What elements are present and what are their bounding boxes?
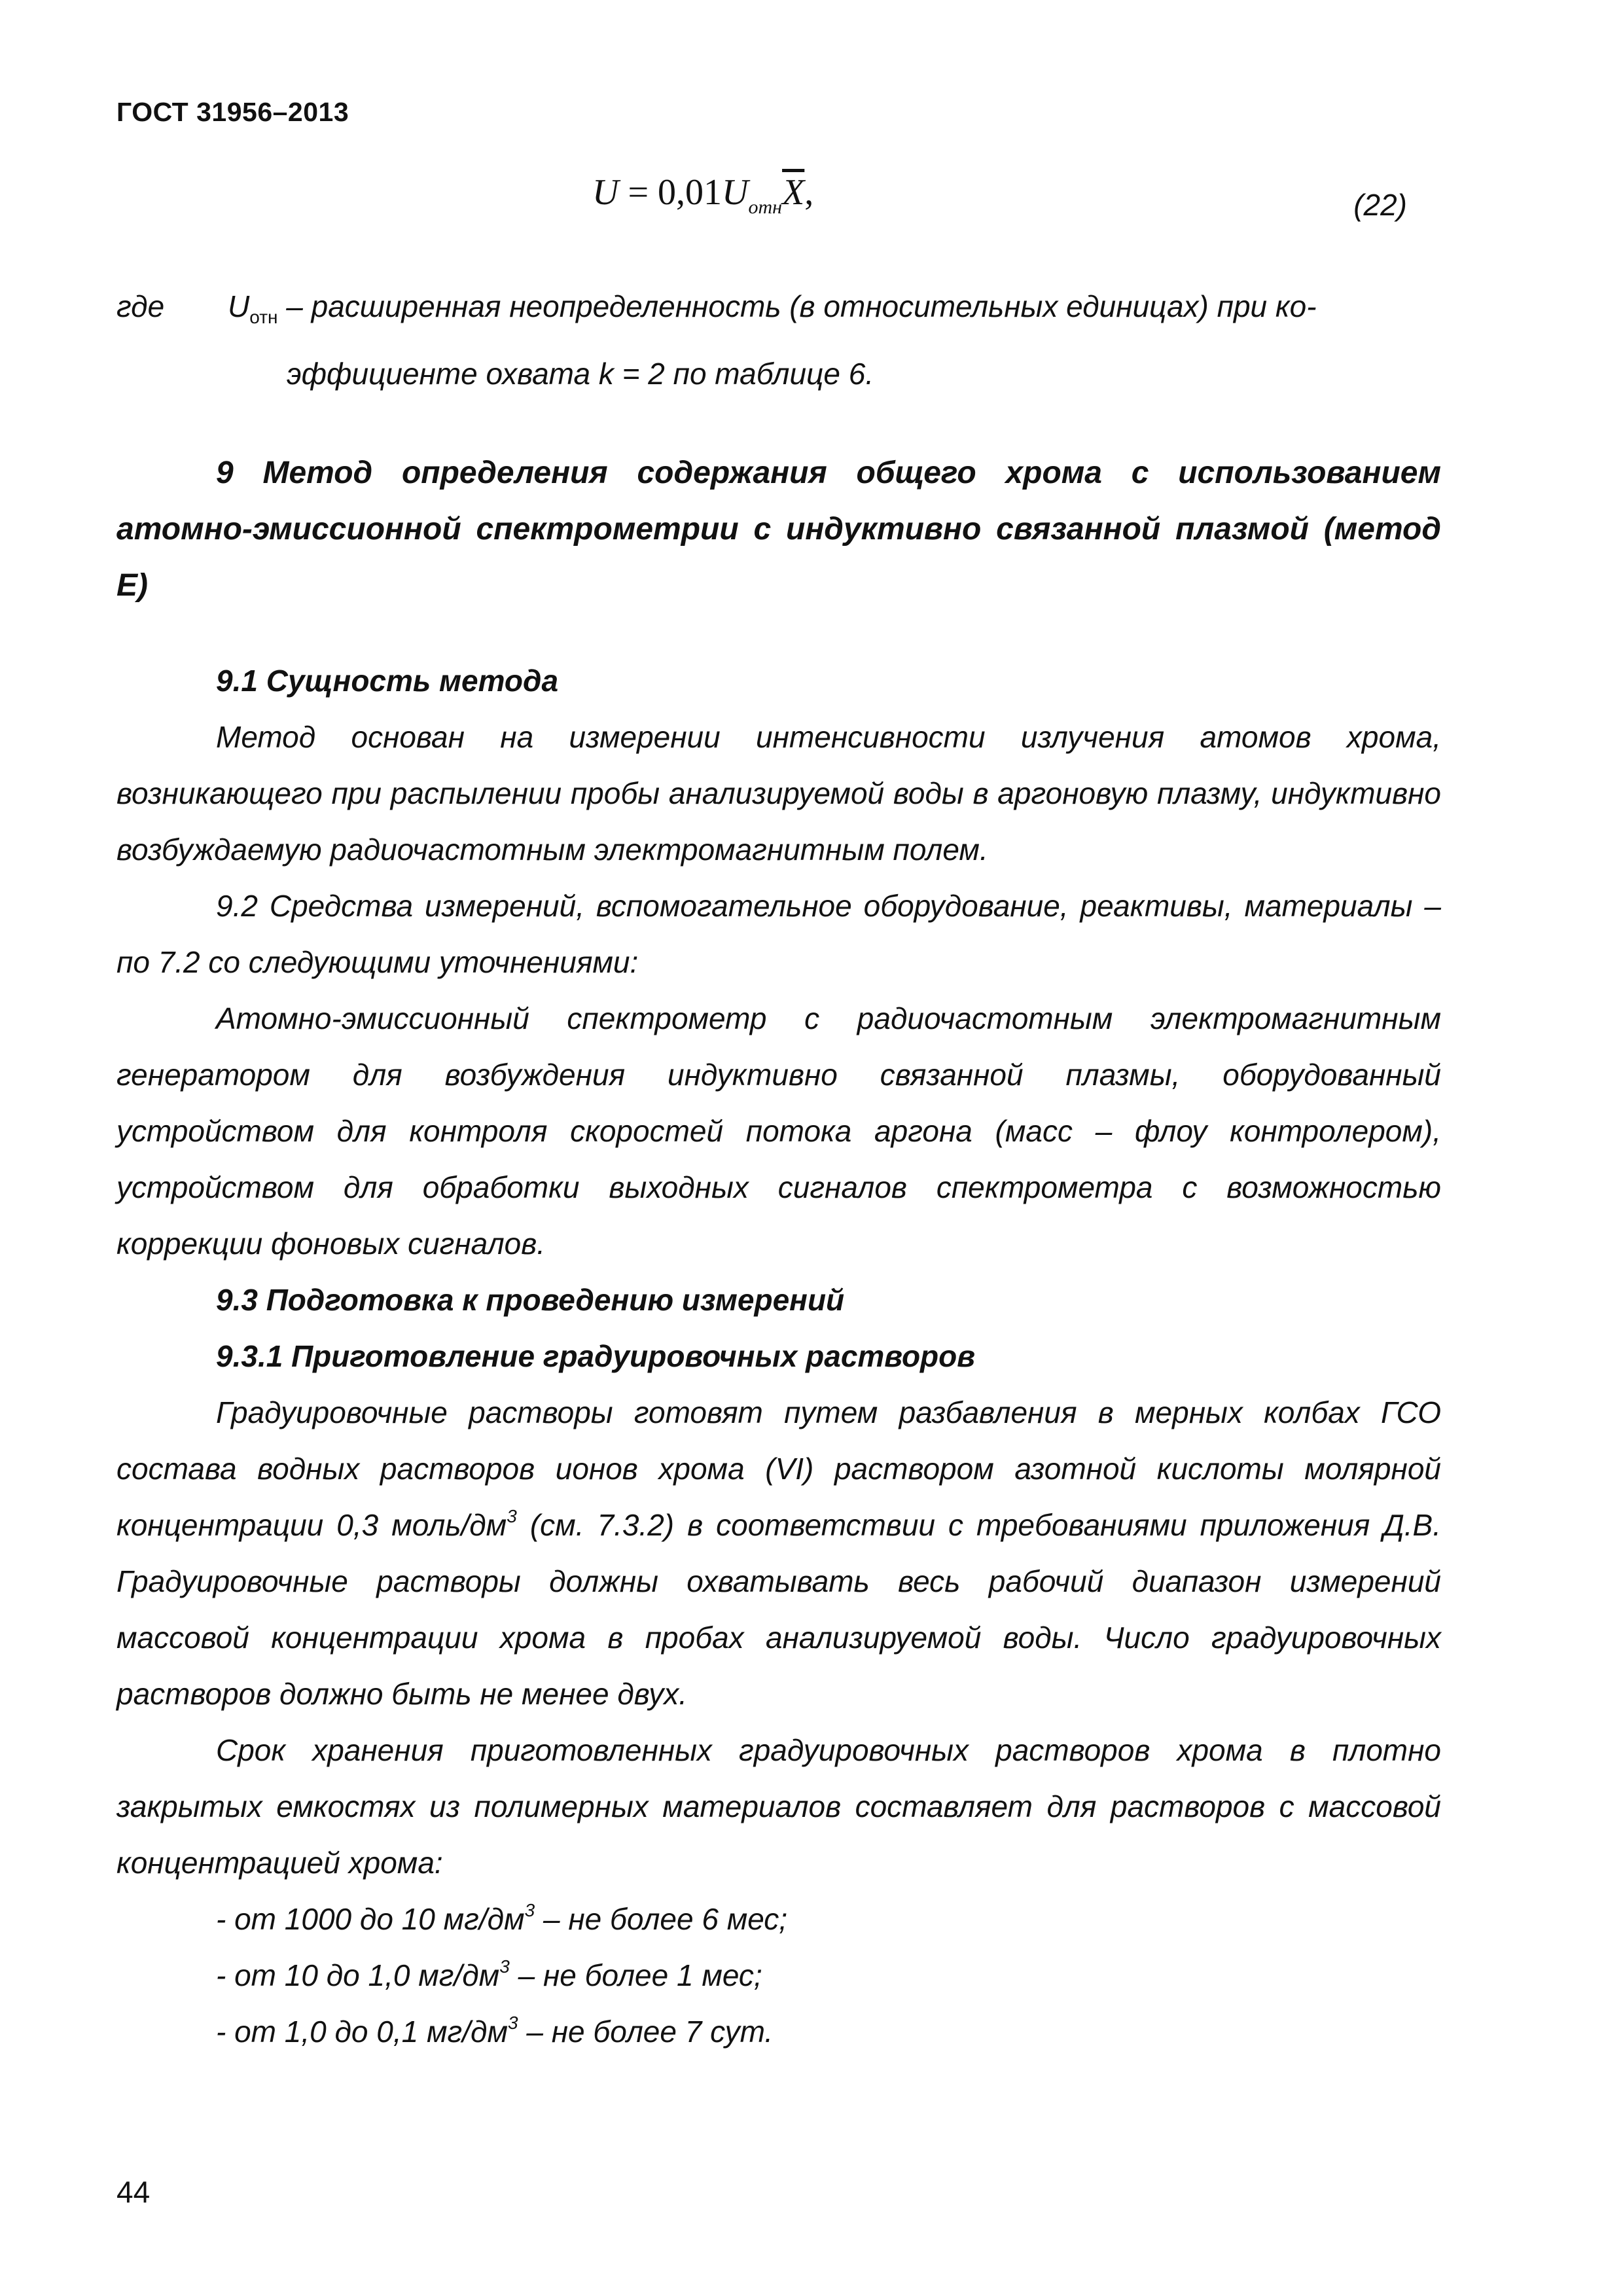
section-9-3-1-text-b: (см. 7.3.2) в соответствии с требованиями приложения Д.В. Градуировочные растворы должны охватывать весь рабочий диапазон измерений массовой концентрации хрома в пробах анализируемой воды. Число градуировочных растворов должно быть не менее двух. <box>116 1508 1441 1711</box>
formula-x-mean: $\overline{X}$ <box>782 172 805 213</box>
page-number: 44 <box>116 2175 151 2209</box>
storage-item-b: – не более 7 сут. <box>518 2015 774 2049</box>
section-9-title: 9 Метод определения содержания общего хрома с использованием атомно-эмиссионной спектрометрии с индуктивно связанной плазмой (метод Е) <box>116 456 1441 603</box>
section-9-3-1-text <box>116 1384 1441 1722</box>
where-line-1 <box>116 278 1441 346</box>
where-symbol: U <box>228 289 250 323</box>
section-9-3-1-heading: 9.3.1 Приготовление градуировочных растворов <box>216 1339 976 1373</box>
storage-item <box>116 2003 1441 2060</box>
storage-item-a: - от 10 до 1,0 мг/дм <box>216 1958 500 1992</box>
storage-item-a: - от 1,0 до 0,1 мг/дм <box>216 2015 508 2049</box>
formula-lhs: U <box>592 172 619 213</box>
section-9-1-text: Метод основан на измерении интенсивности излучения атомов хрома, возникающего при распылении пробы анализируемой воды в аргоновую плазму, индуктивно возбуждаемую радиочастотным электромагнитным полем. <box>116 720 1441 867</box>
section-9-2-text: 9.2 Средства измерений, вспомогательное оборудование, реактивы, материалы – по 7.2 со следующими уточнениями: <box>116 889 1441 979</box>
section-9-3-1-sup: 3 <box>507 1506 517 1526</box>
storage-item-b: – не более 6 мес; <box>535 1902 788 1936</box>
spectrometer-text: Атомно-эмиссионный спектрометр с радиочастотным электромагнитным генератором для возбуждения индуктивно связанной плазмы, оборудованный устройством для контроля скоростей потока аргона (масс – флоу контролером), устройством для обработки выходных сигналов спектрометра с возможностью коррекции фоновых сигналов. <box>116 1001 1441 1261</box>
section-9-3-heading: 9.3 Подготовка к проведению измерений <box>216 1283 845 1317</box>
section-9-body <box>116 653 1441 2060</box>
storage-item <box>116 1891 1441 1947</box>
storage-item-sup: 3 <box>499 1956 510 1977</box>
formula-sub: отн <box>748 196 783 218</box>
storage-item-sup: 3 <box>524 1900 535 1920</box>
section-9-1-heading: 9.1 Сущность метода <box>216 664 559 698</box>
storage-item-sup: 3 <box>507 2013 518 2033</box>
storage-item-b: – не более 1 мес; <box>509 1958 762 1992</box>
formula-tail: , <box>804 172 814 213</box>
storage-item-a: - от 1000 до 10 мг/дм <box>216 1902 525 1936</box>
storage-item <box>116 1947 1441 2003</box>
section-9-3-1-text-a: Градуировочные растворы готовят путем разбавления в мерных колбах ГСО состава водных растворов ионов хрома (VI) раствором азотной кислоты молярной концентрации 0,3 моль/дм <box>116 1395 1441 1542</box>
where-text-1: – расширенная неопределенность (в относительных единицах) при ко- <box>277 289 1317 323</box>
equation-22 <box>592 171 813 219</box>
formula-u: U <box>722 172 749 213</box>
where-symbol-sub: отн <box>249 307 278 328</box>
document-header: ГОСТ 31956–2013 <box>116 97 349 127</box>
formula-eq: = 0,01 <box>618 172 722 213</box>
where-definition <box>116 278 1441 402</box>
where-text-2: эффициенте охвата k = 2 по таблице 6. <box>287 357 874 391</box>
equation-number: (22) <box>1353 188 1407 222</box>
storage-text: Срок хранения приготовленных градуировочных растворов хрома в плотно закрытых емкостях из полимерных материалов составляет для растворов с массовой концентрацией хрома: <box>116 1733 1441 1880</box>
where-label: где <box>116 289 165 323</box>
